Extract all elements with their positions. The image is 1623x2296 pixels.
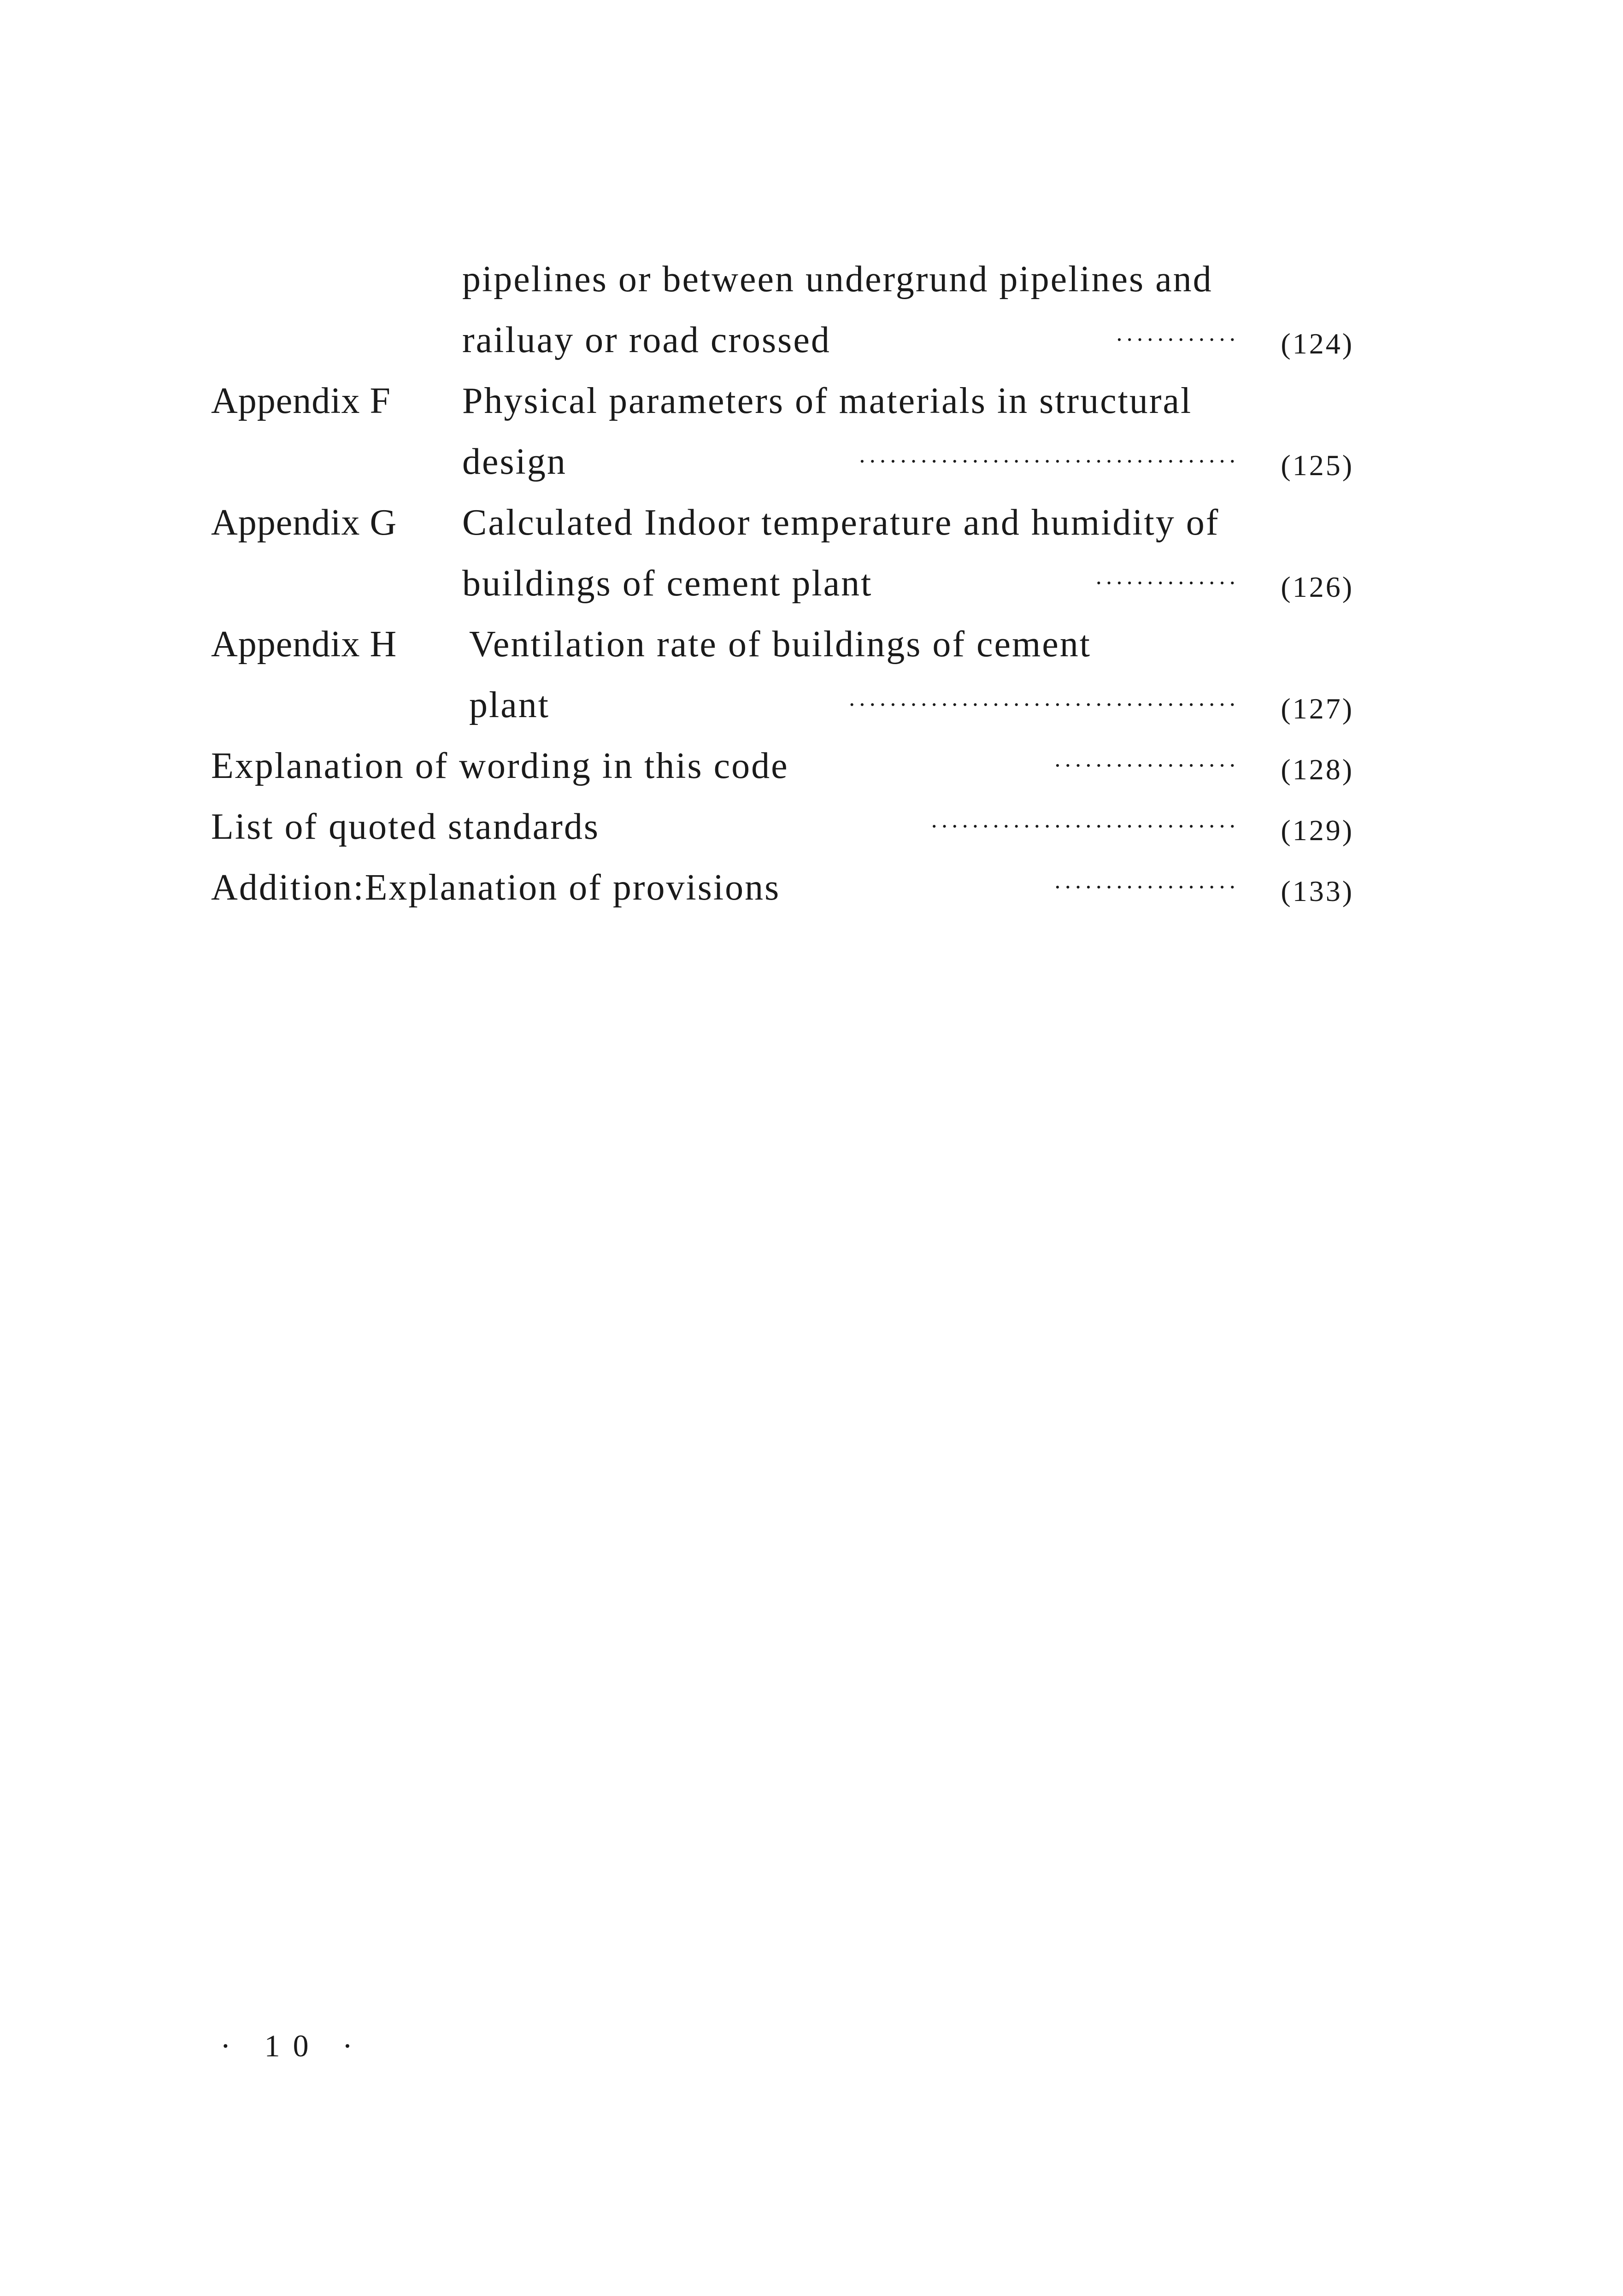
toc-entry-text: buildings of cement plant [462, 563, 873, 604]
toc-entry-text: List of quoted standards [211, 807, 600, 847]
page-number: (124) [1281, 327, 1354, 360]
appendix-label: Appendix H [211, 624, 397, 665]
toc-entry-text: design [462, 442, 567, 482]
toc-entry-text: Calculated Indoor temperature and humidity of [462, 502, 1220, 543]
toc-entry-continued-line-2[interactable] [211, 310, 1354, 371]
toc-entry-appendix-f[interactable] [211, 371, 1354, 431]
appendix-label: Appendix F [211, 381, 391, 421]
toc-entry-appendix-g[interactable] [211, 492, 1354, 553]
page-number: (127) [1281, 692, 1354, 725]
toc-entry-appendix-g-line-2[interactable] [211, 553, 1354, 614]
toc-entry-text: pipelines or between undergrund pipelines and [462, 259, 1213, 300]
appendix-label: Appendix G [211, 502, 397, 543]
toc-entry-appendix-h[interactable] [211, 614, 1354, 675]
page-number: (133) [1281, 875, 1354, 907]
dot-leader: ······························ [930, 813, 1239, 840]
dot-leader: ·················· [1053, 874, 1239, 901]
toc-entry-explanation-of-wording[interactable] [211, 736, 1354, 796]
toc-entry-text: Ventilation rate of buildings of cement [469, 624, 1092, 665]
toc-entry-text: Physical parameters of materials in structural [462, 381, 1193, 421]
toc-entry-text: Addition:Explanation of provisions [211, 867, 781, 908]
dot-leader: ············ [1115, 327, 1239, 353]
page-number: (126) [1281, 571, 1354, 603]
page-number: (128) [1281, 753, 1354, 786]
toc-entry-text: railuay or road crossed [462, 320, 831, 360]
page-number: (125) [1281, 449, 1354, 482]
dot-leader: ·············· [1094, 570, 1239, 596]
page-footer-number: · 10 · [220, 2028, 366, 2063]
toc-entry-appendix-f-line-2[interactable] [211, 431, 1354, 492]
toc-entry-text: plant [469, 685, 550, 725]
table-of-contents [211, 249, 1354, 918]
dot-leader: ······································ [847, 692, 1239, 718]
toc-entry-continued-line-1 [211, 249, 1354, 310]
toc-entry-appendix-h-line-2[interactable] [211, 675, 1354, 736]
page-number: (129) [1281, 814, 1354, 847]
dot-leader: ·················· [1053, 753, 1239, 779]
dot-leader: ····································· [858, 448, 1239, 475]
toc-entry-addition[interactable] [211, 857, 1354, 918]
toc-entry-quoted-standards[interactable] [211, 796, 1354, 857]
toc-entry-text: Explanation of wording in this code [211, 746, 789, 786]
